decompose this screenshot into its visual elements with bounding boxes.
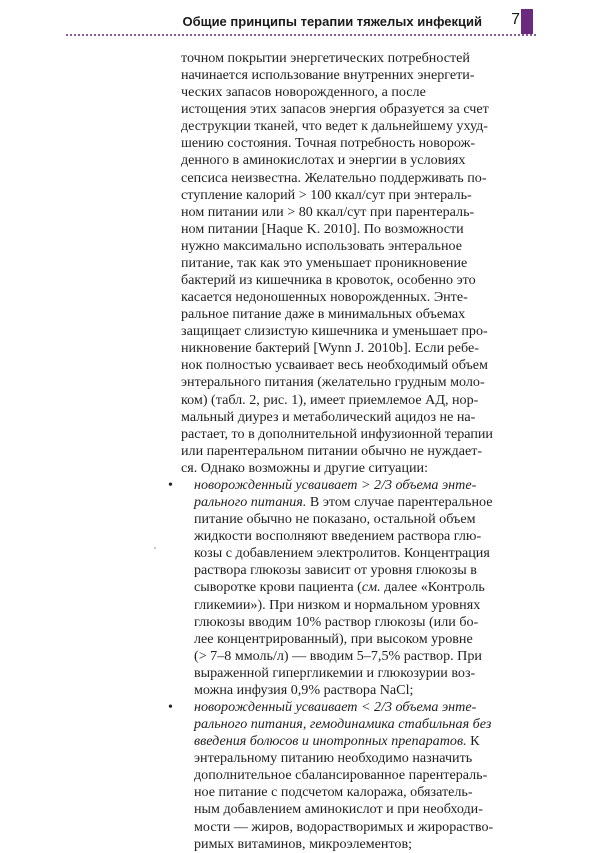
text-fragment: В этом случае парентеральное: [306, 494, 493, 511]
text-line: ным добавлением аминокислот и при необходи-: [194, 801, 483, 818]
text-line: новорожденный усваивает > 2/3 объема энте-: [194, 476, 477, 493]
text-line: ном питании или > 80 ккал/сут при парентераль-: [181, 203, 475, 220]
text-line: ческих запасов новорожденного, а после: [181, 84, 426, 101]
text-line: новорожденный усваивает < 2/3 объема энте-: [194, 698, 477, 715]
corner-accent-block: [521, 9, 533, 34]
text-line: деструкции тканей, что ведет к дальнейшему ухуд-: [181, 118, 488, 135]
text-line: гликемии»). При низком и нормальном уровнях: [194, 596, 481, 613]
text-line: денного в аминокислотах и энергии в условиях: [181, 152, 466, 169]
header-dotted-rule: [66, 34, 536, 36]
text-line: точном покрытии энергетических потребностей: [181, 50, 470, 66]
text-line: можна инфузия 0,9% раствора NaCl;: [194, 681, 414, 698]
text-line: козы с добавлением электролитов. Концентрация: [194, 545, 490, 562]
text-line: нужно максимально использовать энтеральное: [181, 237, 462, 254]
text-fragment: К: [466, 733, 480, 750]
text-line: начинается использование внутренних энергети-: [181, 67, 475, 84]
text-line: питание, так как это уменьшает проникновение: [181, 254, 468, 271]
text-fragment: сыворотке крови пациента (: [194, 579, 362, 596]
text-line: мости — жиров, водорастворимых и жирораство-: [194, 818, 494, 835]
text-line: лее концентрированный), при высоком уровне: [194, 630, 473, 647]
text-line: никновение бактерий [Wynn J. 2010b]. Если ребе-: [181, 340, 479, 357]
text-line: [194, 579, 487, 596]
italic-phrase: введения болюсов и инотропных препаратов.: [194, 733, 467, 750]
italic-phrase: см.: [361, 579, 381, 596]
italic-phrase: рального питания.: [194, 494, 307, 511]
text-line: питание обычно не показано, остальной объем: [194, 511, 476, 528]
paragraph-main: [181, 50, 493, 477]
text-line: раствора глюкозы зависит от уровня глюкозы в: [194, 562, 477, 579]
bullet-item-2: [168, 698, 494, 853]
text-line: ся. Однако возможны и другие ситуации:: [181, 459, 428, 476]
text-line: нок полностью усваивает весь необходимый объем: [181, 357, 488, 374]
bullet-icon: •: [168, 476, 173, 493]
text-line: рального питания, гемодинамика стабильная без: [194, 716, 492, 733]
text-line: ральное питание даже в минимальных объемах: [181, 306, 466, 323]
text-line: дополнительное сбалансированное парентераль-: [194, 767, 488, 784]
text-line: ком) (табл. 2, рис. 1), имеет приемлемое АД, нор-: [181, 391, 479, 408]
text-line: [194, 494, 493, 511]
text-line: выраженной гипергликемии и глюкозурии воз-: [194, 664, 476, 681]
text-line: энтеральному питанию необходимо назначить: [194, 750, 473, 767]
text-line: ное питание с подсчетом калоража, обязатель-: [194, 784, 473, 801]
text-line: [194, 733, 487, 750]
text-line: истощения этих запасов энергия образуется за счет: [181, 101, 489, 118]
text-line: энтерального питания (желательно грудным моло-: [181, 374, 485, 391]
text-line: мальный диурез и метаболический ацидоз не на-: [181, 408, 476, 425]
running-header-title: Общие принципы терапии тяжелых инфекций: [182, 14, 482, 29]
text-fragment: далее «Контроль: [380, 579, 485, 596]
text-line: шению состояния. Точная потребность новорож-: [181, 135, 476, 152]
text-line: защищает слизистую кишечника и уменьшает про-: [181, 323, 488, 340]
text-line: ном питании [Haque K. 2010]. По возможности: [181, 220, 464, 237]
bullet-item-1: [168, 476, 493, 699]
text-line: жидкости восполняют введением раствора глю-: [194, 528, 482, 545]
text-line: касается недоношенных новорожденных. Энте-: [181, 289, 468, 306]
text-line: ступление калорий > 100 ккал/сут при энтераль-: [181, 186, 472, 203]
bullet-icon: •: [168, 698, 173, 715]
margin-speck: [154, 547, 156, 549]
text-line: глюкозы вводим 10% раствор глюкозы (или бо-: [194, 613, 479, 630]
page-number: 7: [511, 11, 520, 28]
text-line: римых витаминов, микроэлементов;: [194, 835, 413, 852]
text-line: (> 7–8 ммоль/л) — вводим 5–7,5% раствор. При: [194, 647, 482, 664]
body-text: [168, 50, 494, 853]
text-line: бактерий из кишечника в кровоток, особенно это: [181, 272, 476, 289]
text-line: сепсиса неизвестна. Желательно поддерживать по-: [181, 169, 487, 186]
text-line: или парентеральном питании обычно не нуждает-: [181, 442, 483, 459]
text-line: растает, то в дополнительной инфузионной терапии: [181, 425, 493, 442]
